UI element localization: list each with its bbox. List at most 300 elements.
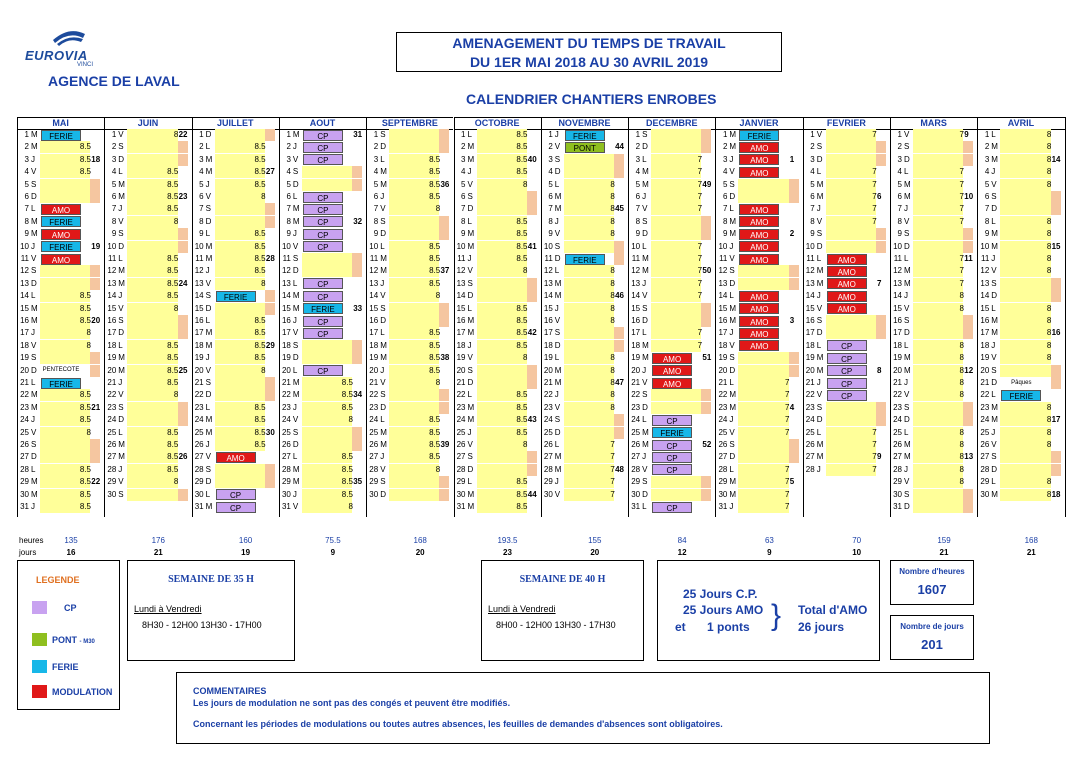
day-number: 30 [369,489,379,499]
day-row [628,439,712,451]
day-letter: J [554,390,559,400]
day-tag: AMO [739,303,779,314]
month-column [192,117,279,517]
day-row [715,228,795,240]
day-tag: AMO [41,254,81,265]
day-number: 10 [980,241,990,251]
day-hours: 8 [261,365,266,375]
day-row [366,129,441,141]
month-days-total: 21 [939,548,949,557]
day-row [715,389,790,401]
day-letter: M [642,340,649,350]
day-number: 19 [980,353,990,363]
day-tag: CP [303,192,343,203]
day-letter: M [991,229,998,239]
day-hours: 8.5 [167,204,179,214]
day-number: 23 [980,402,990,412]
day-number: 15 [456,303,466,313]
week-35h-box [127,560,295,661]
day-fill [913,402,963,414]
day-letter: D [205,303,212,313]
day-row [192,389,267,401]
day-row [104,427,179,439]
legend-title: LEGENDE [36,575,80,585]
day-letter: M [467,229,475,239]
weekend-marker [265,476,275,488]
day-fill [738,451,788,463]
day-letter: L [642,415,647,425]
month-column [104,117,191,517]
weekend-marker [265,377,275,389]
day-number: 7 [24,204,29,214]
day-row [104,464,179,476]
week-number: 6 [876,192,882,201]
month-days-total: 20 [415,548,425,557]
day-fill [738,278,788,290]
day-row [977,228,1052,240]
day-hours: 8.5 [167,353,179,363]
title-line-2: DU 1ER MAI 2018 AU 30 AVRIL 2019 [469,54,709,70]
week-number: 11 [964,254,973,263]
week-number: 51 [702,353,712,363]
day-hours: 8.5 [516,316,528,325]
day-letter: J [380,452,385,462]
day-fill [127,154,177,166]
day-letter: M [205,254,213,263]
day-number: 19 [543,353,553,363]
weekend-marker [614,340,624,352]
day-number: 1 [111,130,117,139]
day-letter: M [816,179,824,189]
day-tag: AMO [739,154,779,165]
day-letter: M [467,489,475,499]
week-35h-days: Lundi à Vendredi [134,604,202,614]
day-letter: D [31,278,37,288]
day-letter: L [380,154,385,164]
comments-title: COMMENTAIRES [193,686,267,696]
day-letter: D [642,142,648,152]
day-row [454,451,529,463]
day-fill [651,476,701,488]
day-row [803,327,878,339]
day-fill [302,439,352,451]
day-letter: D [729,365,736,375]
month-header: JUILLET [192,117,279,130]
weekend-marker [614,327,624,339]
day-row [17,439,92,451]
weekend-marker [1051,278,1061,290]
day-fill [477,203,527,215]
day-row [628,464,703,476]
weekend-marker [527,365,537,377]
month-days-total: 9 [330,548,336,557]
day-tag: CP [216,489,256,500]
day-row [192,141,267,153]
day-number: 17 [20,328,29,338]
day-letter: L [205,402,211,412]
day-number: 30 [980,489,990,499]
day-hours: 8.5 [167,452,179,462]
day-row [17,340,92,352]
day-fill [477,191,527,203]
day-row [977,141,1052,153]
day-row [279,129,363,141]
day-number: 27 [194,452,204,462]
month-hours-total: 84 [677,536,687,545]
day-row [977,352,1052,364]
day-fill [913,315,963,327]
day-number: 13 [805,278,815,288]
day-row [192,253,275,265]
day-hours: 8.5 [429,415,441,425]
day-letter: D [292,440,299,449]
day-tag: AMO [827,254,867,265]
day-number: 27 [893,452,902,462]
day-letter: L [380,415,385,425]
day-letter: M [642,254,649,263]
day-hours: 8.5 [79,316,91,325]
day-letter: L [816,167,822,177]
day-letter: D [904,241,910,251]
month-header: MAI [17,117,104,130]
day-letter: V [904,477,910,487]
day-fill [564,427,614,439]
day-letter: J [816,291,821,301]
day-fill [302,352,352,364]
weekend-marker [876,315,886,327]
day-letter: S [205,204,211,214]
weekend-marker [90,365,100,377]
day-number: 6 [111,192,117,201]
day-hours: 8 [610,266,615,276]
day-hours: 8 [959,378,964,387]
day-letter: V [292,502,299,511]
day-letter: M [118,278,125,288]
day-number: 23 [718,402,728,412]
day-hours: 7 [784,402,790,412]
day-hours: 8 [610,179,615,189]
day-row [977,365,1052,377]
week-number: 34 [353,390,363,400]
day-fill [564,414,614,426]
day-row [17,141,92,153]
week-number: 9 [876,452,882,462]
week-number: 16 [1051,328,1061,338]
day-number: 23 [543,402,553,412]
weekend-marker [439,228,449,240]
day-letter: M [292,303,300,313]
day-row [104,451,188,463]
day-letter: M [380,427,387,437]
day-tag: CP [303,154,343,165]
day-number: 7 [722,204,728,214]
weekend-marker [614,414,624,426]
day-row [279,216,363,228]
day-row [192,402,267,414]
day-letter: M [991,154,998,164]
day-hours: 8.5 [341,378,353,387]
day-row [628,191,703,203]
day-fill [389,489,439,501]
day-row [279,451,354,463]
day-letter: V [729,167,735,177]
day-row [890,179,965,191]
day-letter: M [292,390,300,400]
day-row [715,166,790,178]
day-number: 15 [631,303,641,313]
day-letter: M [554,452,562,462]
day-fill [127,402,177,414]
day-row [628,451,703,463]
weekend-marker [701,303,711,315]
month-days-total: 21 [1026,548,1036,557]
day-number: 29 [194,477,204,487]
day-row [541,414,616,426]
day-letter: D [380,229,386,239]
day-letter: D [467,464,474,474]
day-row [192,427,275,439]
day-hours: 8.5 [516,502,528,511]
weekend-marker [701,228,711,240]
day-row [366,265,450,277]
day-number: 4 [461,167,466,177]
weekend-marker [963,414,973,426]
week-number: 42 [527,328,537,338]
day-hours: 8.5 [429,192,441,201]
day-tag: PENTECOTE [42,367,80,374]
day-row [541,402,616,414]
day-row [628,154,703,166]
weekend-marker [439,476,449,488]
day-row [454,365,529,377]
day-number: 21 [456,378,466,387]
day-row [104,414,179,426]
day-letter: M [380,167,387,177]
day-number: 31 [718,502,728,511]
day-row [366,278,441,290]
week-number: 3 [789,316,795,325]
day-row [628,315,703,327]
day-letter: V [380,464,386,474]
day-hours: 7 [784,427,790,437]
day-tag: AMO [652,378,692,389]
day-row [104,216,179,228]
day-number: 9 [984,229,990,239]
day-hours: 8 [86,340,91,350]
day-number: 28 [805,464,815,474]
day-number: 27 [631,452,641,462]
day-hours: 7 [872,204,877,214]
weekend-marker [352,340,362,352]
day-number: 23 [456,402,466,412]
day-row [977,327,1061,339]
day-hours: 8 [348,415,353,425]
day-number: 11 [195,254,204,263]
day-number: 16 [107,316,117,325]
day-row [803,166,878,178]
day-hours: 7 [697,254,703,263]
day-hours: 8.5 [254,427,266,437]
day-fill [302,265,352,277]
day-number: 25 [893,427,902,437]
day-number: 25 [369,427,379,437]
day-hours: 8.5 [516,167,528,177]
day-number: 21 [893,378,902,387]
day-hours: 8.5 [167,254,179,263]
day-number: 24 [805,415,815,425]
week-number: 32 [353,216,363,226]
day-letter: M [729,303,737,313]
day-row [104,352,179,364]
day-number: 9 [24,229,29,239]
day-letter: L [205,142,211,152]
day-letter: L [991,216,996,226]
day-tag: FERIE [216,291,256,302]
day-fill [215,464,265,476]
day-hours: 8.5 [516,328,528,338]
day-number: 10 [543,241,553,251]
day-row [890,278,965,290]
day-letter: M [642,427,649,437]
weekend-marker [90,265,100,277]
week-number: 18 [91,154,101,164]
day-hours: 7 [959,204,964,214]
day-letter: V [118,477,124,487]
day-letter: V [904,390,910,400]
day-hours: 8.5 [516,303,528,313]
day-row [454,278,529,290]
day-hours: 7 [610,464,615,474]
weekend-marker [963,315,973,327]
day-row [192,265,267,277]
day-letter: L [816,254,822,263]
day-number: 11 [806,254,815,263]
day-letter: V [467,440,473,449]
weekend-marker [963,141,973,153]
weekend-marker [352,427,362,439]
day-row [715,476,795,488]
day-letter: J [554,477,559,487]
day-letter: L [292,192,298,201]
day-hours: 8 [1046,340,1052,350]
day-row [977,241,1061,253]
weekend-marker [90,179,100,191]
weekend-marker [178,489,188,501]
day-letter: V [642,464,648,474]
day-row [890,402,965,414]
day-number: 3 [722,154,728,164]
day-row [803,340,878,352]
day-number: 21 [631,378,641,387]
day-number: 17 [369,328,379,338]
day-tag: CP [303,241,343,252]
weekend-marker [1051,464,1061,476]
day-letter: L [31,291,36,301]
day-row [279,327,354,339]
day-hours: 8 [523,266,528,276]
day-row [715,365,790,377]
day-tag: CP [827,378,867,389]
day-row [366,303,441,315]
legend-cp-swatch [32,601,47,614]
day-row [104,166,179,178]
day-number: 18 [718,340,728,350]
day-row [366,141,441,153]
week-number: 31 [353,130,363,139]
day-number: 2 [548,142,553,152]
day-tag: CP [652,464,692,475]
day-number: 26 [631,440,641,449]
weekend-marker [701,489,711,501]
day-letter: M [991,142,998,152]
month-hours-total: 70 [852,536,862,545]
day-row [454,253,529,265]
day-row [541,278,616,290]
day-letter: J [118,464,123,474]
day-number: 5 [984,179,990,189]
day-number: 16 [980,316,990,325]
weekend-marker [789,439,799,451]
week-number: 22 [91,477,101,487]
day-row [541,365,616,377]
day-row [715,464,790,476]
day-letter: M [904,192,911,201]
day-letter: M [642,167,649,177]
day-row [977,414,1061,426]
day-tag: FERIE [41,216,81,227]
day-number: 3 [461,154,466,164]
day-number: 5 [548,179,553,189]
day-hours: 8 [959,427,964,437]
day-row [192,315,267,327]
day-hours: 8.5 [254,316,266,325]
day-letter: V [729,427,735,437]
day-row [803,464,878,476]
day-fill [389,402,439,414]
day-number: 1 [286,130,291,139]
day-fill [40,439,90,451]
day-row [104,476,179,488]
day-number: 2 [461,142,466,152]
day-letter: J [729,328,734,338]
day-row [541,476,616,488]
week-number: 33 [353,303,363,313]
day-hours: 7 [959,179,964,189]
day-number: 16 [194,316,204,325]
day-letter: D [467,204,474,214]
weekend-marker [439,303,449,315]
day-row [890,154,965,166]
day-fill [215,303,265,315]
month-hours-total: 193.5 [497,536,518,545]
day-number: 13 [718,278,728,288]
day-number: 19 [369,353,379,363]
day-number: 23 [281,402,291,412]
day-fill [389,303,439,315]
day-hours: 8 [1046,415,1052,425]
day-number: 18 [369,340,379,350]
week-number: 48 [615,464,624,474]
day-letter: J [205,353,210,363]
day-row [628,129,703,141]
day-letter: S [816,229,823,239]
day-hours: 8 [610,278,615,288]
day-row [104,179,179,191]
week-number: 8 [876,365,882,375]
day-hours: 8 [523,353,528,363]
day-hours: 7 [697,340,703,350]
day-hours: 8 [1046,316,1052,325]
